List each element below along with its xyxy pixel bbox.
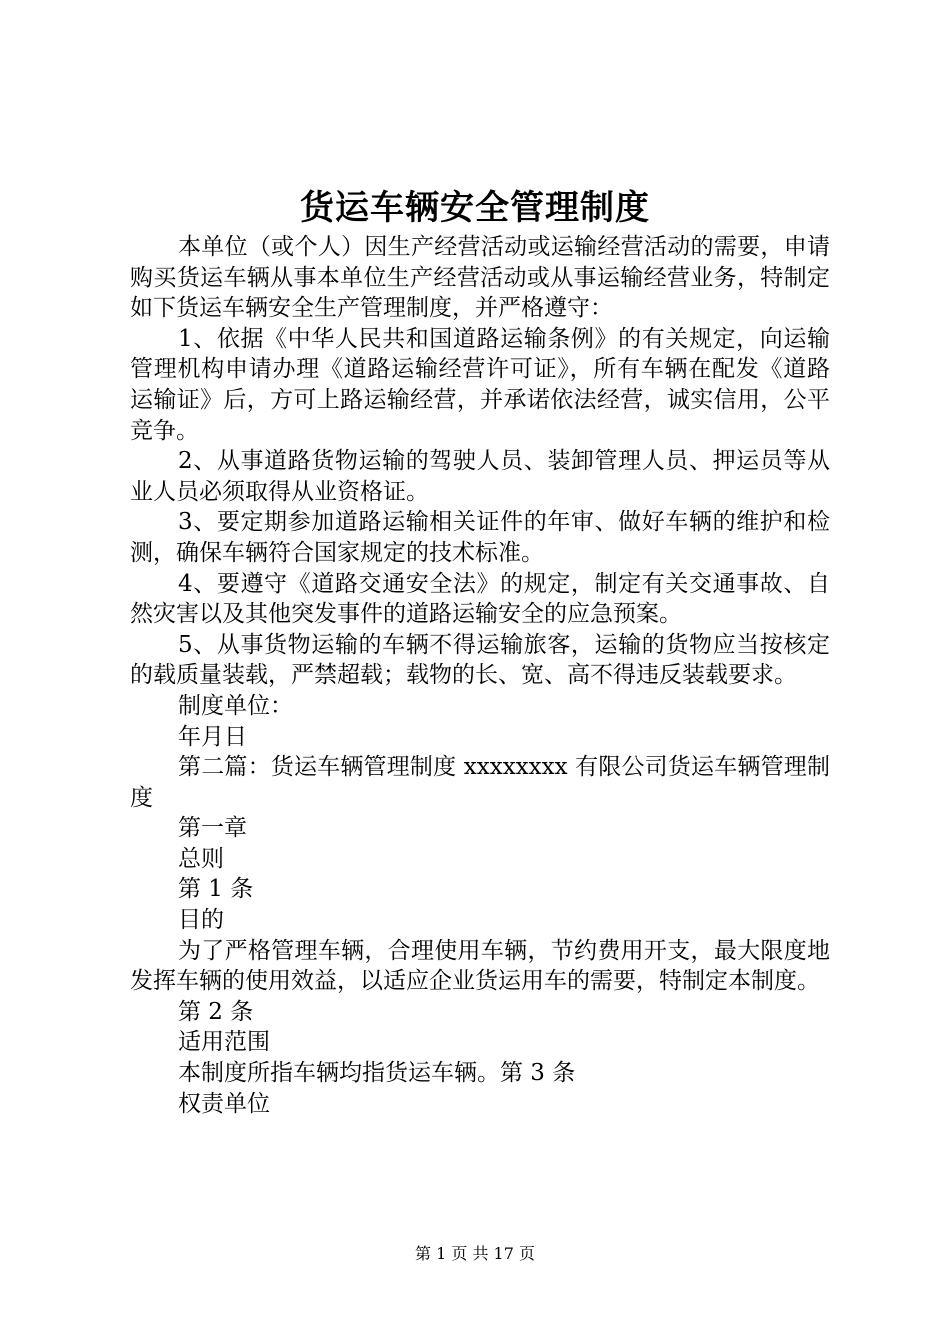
page-footer: 第 1 页 共 17 页 (415, 1244, 535, 1263)
paragraph-item-3: 3、要定期参加道路运输相关证件的年审、做好车辆的维护和检测，确保车辆符合国家规定的技术标准。 (130, 509, 830, 566)
article-1-text: 为了严格管理车辆，合理使用车辆，节约费用开支，最大限度地发挥车辆的使用效益，以适应企业货运用车的需要，特制定本制度。 (130, 937, 830, 995)
paragraph-item-2: 2、从事道路货物运输的驾驶人员、装卸管理人员、押运员等从业人员必须取得从业资格证。 (130, 448, 830, 505)
section-heading: 第二篇：货运车辆管理制度 xxxxxxxx 有限公司货运车辆管理制度 (130, 754, 830, 811)
paragraph-item-4: 4、要遵守《道路交通安全法》的规定，制定有关交通事故、自然灾害以及其他突发事件的道路运输安全的应急预案。 (130, 570, 830, 628)
article-2-heading: 第 2 条 (178, 998, 254, 1025)
article-3-title: 权责单位 (178, 1090, 270, 1117)
signature-date: 年月日 (178, 723, 247, 750)
article-2-title: 适用范围 (178, 1029, 270, 1056)
document-body (130, 232, 830, 1119)
paragraph-intro: 本单位（或个人）因生产经营活动或运输经营活动的需要，申请购买货运车辆从事本单位生产经营活动或从事运输经营业务，特制定如下货运车辆安全生产管理制度，并严格遵守： (130, 234, 830, 322)
chapter-heading: 第一章 (178, 815, 247, 842)
paragraph-item-5: 5、从事货物运输的车辆不得运输旅客，运输的货物应当按核定的载质量装载，严禁超载；载物的长、宽、高不得违反装载要求。 (130, 631, 830, 689)
article-1-title: 目的 (178, 907, 224, 934)
article-1-heading: 第 1 条 (178, 876, 254, 903)
document-title: 货运车辆安全管理制度 (300, 188, 650, 228)
signature-unit: 制度单位： (178, 692, 293, 719)
chapter-title: 总则 (178, 845, 224, 872)
article-2-text: 本制度所指车辆均指货运车辆。第 3 条 (178, 1060, 576, 1087)
paragraph-item-1: 1、依据《中华人民共和国道路运输条例》的有关规定，向运输管理机构申请办理《道路运输经营许可证》，所有车辆在配发《道路运输证》后，方可上路运输经营，并承诺依法经营，诚实信用，公平竞争。 (130, 325, 830, 444)
